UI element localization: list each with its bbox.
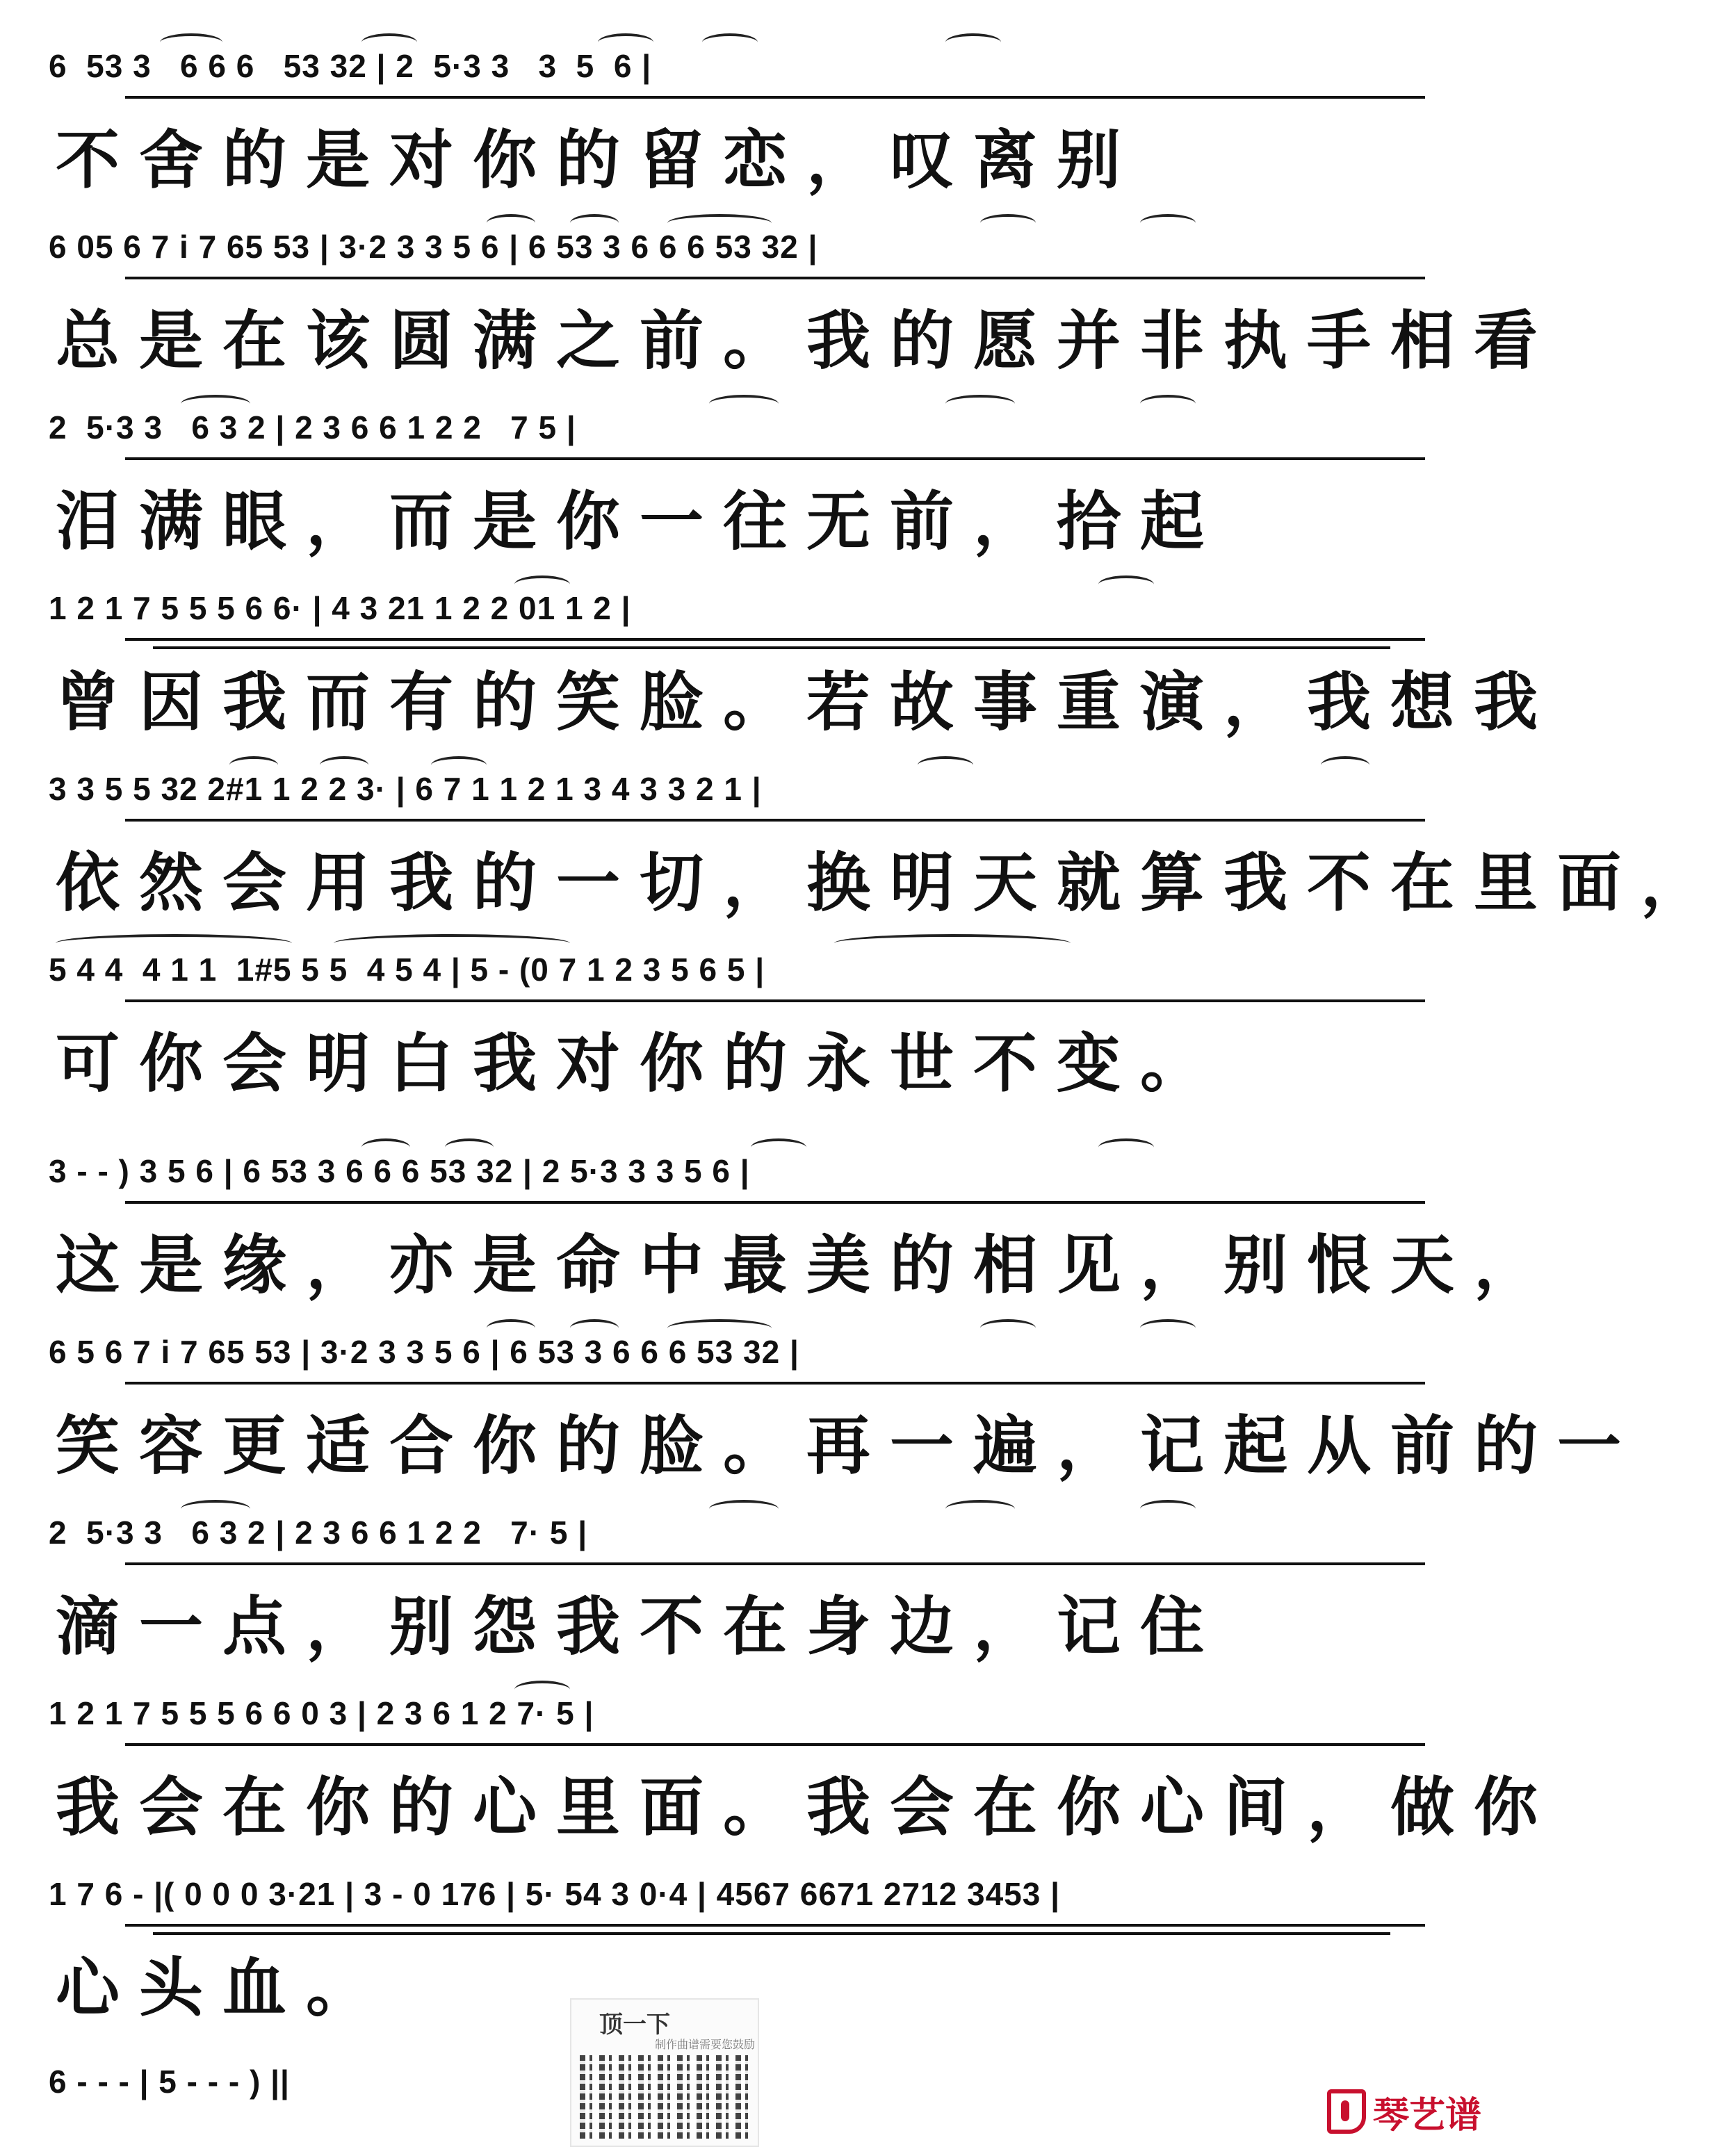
notation-text: 2 5·3 3 6 3 2 | 2 3 6 6 1 2 2 7 5 |: [49, 409, 576, 446]
lyrics-text: 曾因我而有的笑脸。若故事重演，我想我: [56, 664, 1558, 740]
score-system-1: [42, 28, 1467, 209]
qr-code-icon: [580, 2055, 749, 2139]
lyrics-line-1: [42, 111, 1467, 209]
qr-title: 顶一下: [599, 2011, 670, 2039]
notation-line-12: [42, 2043, 459, 2127]
lyrics-text: 我会在你的心里面。我会在你心间，做你: [56, 1770, 1558, 1845]
notation-text: 1 2 1 7 5 5 5 6 6 0 3 | 2 3 6 1 2 7· 5 |: [49, 1695, 594, 1731]
notation-text: 6 5 6 7 i 7 65 53 | 3·2 3 3 5 6 | 6 53 3 6 6 6 53 32 |: [49, 1334, 799, 1370]
brand-logo[interactable]: [1327, 2084, 1481, 2139]
lyrics-text: 依然会用我的一切，换明天就算我不在里面，: [56, 845, 1724, 920]
lyrics-line-10: [42, 1758, 1558, 1856]
lyrics-line-5: [42, 834, 1724, 931]
lyrics-line-9: [42, 1578, 1467, 1675]
score-system-12: [42, 2043, 459, 2127]
brand-name: 琴艺谱: [1372, 2093, 1481, 2137]
lyrics-text: 这是缘，亦是命中最美的相见，别恨天，: [56, 1227, 1558, 1302]
lyrics-text: 不舍的是对你的留恋，叹离别: [56, 122, 1141, 197]
notation-line-4: [42, 570, 1467, 653]
notation-line-10: [42, 1675, 1467, 1758]
lyrics-text: 心头血。: [56, 1950, 390, 2025]
notation-line-11: [42, 1856, 1467, 1939]
lyrics-line-8: [42, 1397, 1641, 1494]
lyrics-text: 可你会明白我对你的永世不变。: [56, 1026, 1224, 1101]
notation-line-2: [42, 209, 1467, 292]
score-system-7: [42, 1133, 1558, 1314]
score-system-8: [42, 1314, 1641, 1494]
lyrics-text: 总是在该圆满之前。我的愿并非执手相看: [56, 303, 1558, 378]
notation-line-8: [42, 1314, 1467, 1397]
score-system-9: [42, 1494, 1467, 1675]
notation-text: 6 53 3 6 6 6 53 32 | 2 5·3 3 3 5 6 |: [49, 48, 652, 84]
lyrics-line-3: [42, 473, 1467, 570]
score-system-4: [42, 570, 1558, 751]
notation-line-6: [42, 931, 1467, 1015]
notation-line-7: [42, 1133, 1467, 1216]
notation-text: 3 - - ) 3 5 6 | 6 53 3 6 6 6 53 32 | 2 5·3 3 3 5 6 |: [49, 1153, 750, 1189]
lyrics-line-7: [42, 1216, 1558, 1314]
qr-code-panel[interactable]: [570, 1998, 759, 2147]
score-system-2: [42, 209, 1558, 389]
lyrics-line-6: [42, 1015, 1467, 1112]
notation-text: 5 4 4 4 1 1 1#5 5 5 4 5 4 | 5 - (0 7 1 2 3 5 6 5 |: [49, 952, 765, 988]
lyrics-line-2: [42, 292, 1558, 389]
notation-line-5: [42, 751, 1467, 834]
lyrics-line-4: [42, 653, 1558, 751]
notation-text: 6 05 6 7 i 7 65 53 | 3·2 3 3 5 6 | 6 53 3 6 6 6 53 32 |: [49, 229, 818, 265]
notation-line-9: [42, 1494, 1467, 1578]
notation-line-1: [42, 28, 1467, 111]
notation-text: 2 5·3 3 6 3 2 | 2 3 6 6 1 2 2 7· 5 |: [49, 1514, 588, 1551]
notation-text: 3 3 5 5 32 2#1 1 2 2 3· | 6 7 1 1 2 1 3 4 3 3 2 1 |: [49, 771, 762, 807]
score-system-6: [42, 931, 1467, 1112]
score-system-3: [42, 389, 1467, 570]
music-note-icon: [1327, 2089, 1366, 2134]
lyrics-text: 笑容更适合你的脸。再一遍，记起从前的一: [56, 1408, 1641, 1483]
score-system-5: [42, 751, 1724, 931]
qr-subtitle: 制作曲谱需要您鼓励: [655, 2038, 756, 2051]
lyrics-text: 泪满眼，而是你一往无前，拾起: [56, 484, 1224, 559]
lyrics-text: 滴一点，别怨我不在身边，记住: [56, 1589, 1224, 1664]
notation-line-3: [42, 389, 1467, 473]
notation-text: 1 7 6 - |( 0 0 0 3·21 | 3 - 0 176 | 5· 54 3 0·4 | 4567 6671 2712 3453 |: [49, 1876, 1060, 1912]
score-system-10: [42, 1675, 1558, 1856]
notation-text: 6 - - - | 5 - - - ) ||: [49, 2064, 290, 2100]
notation-text: 1 2 1 7 5 5 5 6 6· | 4 3 21 1 2 2 01 1 2 |: [49, 590, 631, 626]
